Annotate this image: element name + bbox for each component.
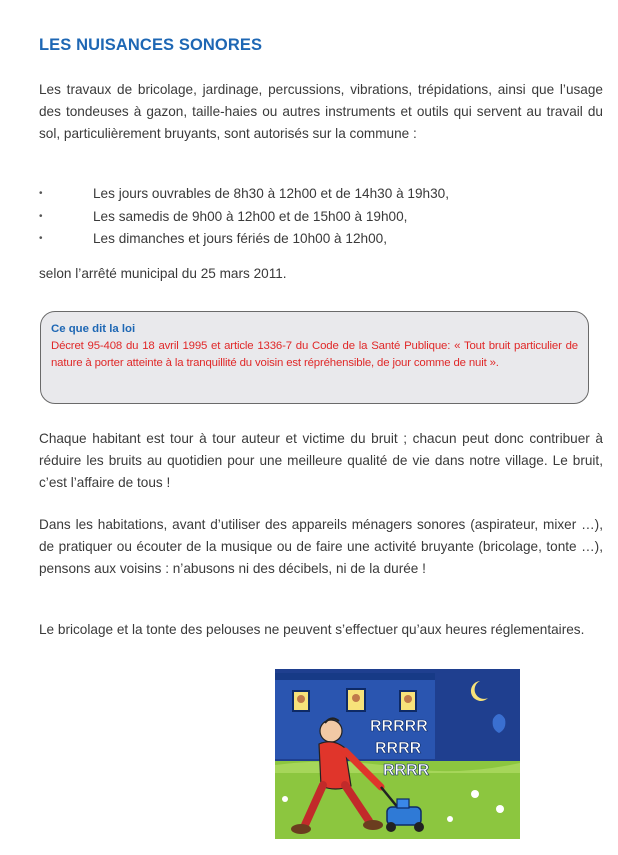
list-item xyxy=(39,183,599,206)
list-item xyxy=(39,206,599,229)
schedule-list xyxy=(39,183,599,251)
bullet-icon: • xyxy=(39,233,43,244)
arrete-paragraph: selon l’arrêté municipal du 25 mars 2011. xyxy=(39,266,287,281)
law-callout-title: Ce que dit la loi xyxy=(51,323,136,335)
page-title: LES NUISANCES SONORES xyxy=(39,36,263,54)
noise-text: RRRRR xyxy=(370,718,428,735)
bullet-icon: • xyxy=(39,188,43,199)
bullet-icon: • xyxy=(39,210,43,222)
lawnmower-cartoon-image xyxy=(275,669,520,839)
intro-paragraph: Les travaux de bricolage, jardinage, percussions, vibrations, trépidations, ainsi que l’usage des tondeuses à gazon, taille-haies ou autres instruments et outils qui servent au travail du sol, particulièrement bruyants, sont autorisés sur la commune : xyxy=(39,82,603,141)
schedule-saturdays: Les samedis de 9h00 à 12h00 et de 15h00 à 19h00, xyxy=(93,208,408,224)
noise-text: RRRR xyxy=(383,762,430,779)
schedule-weekdays: Les jours ouvrables de 8h30 à 12h00 et de 14h30 à 19h30, xyxy=(93,186,449,201)
law-callout-box xyxy=(40,311,589,404)
chaque-habitant-paragraph: Chaque habitant est tour à tour auteur et victime du bruit ; chacun peut donc contribuer à réduire les bruits au quotidien pour une meilleure qualité de vie dans notre village. Le bruit, c’est l’affaire de tous ! xyxy=(39,431,603,490)
noise-text: RRRR xyxy=(375,740,422,757)
law-callout-text: Décret 95-408 du 18 avril 1995 et article 1336-7 du Code de la Santé Publique: « Tout bruit particulier de nature à porter atteinte à la tranquillité du voisin est répréhensible, de jour comme de nuit ». xyxy=(51,340,578,369)
list-item xyxy=(39,228,599,251)
schedule-sundays: Les dimanches et jours fériés de 10h00 à 12h00, xyxy=(93,231,387,246)
bricolage-paragraph: Le bricolage et la tonte des pelouses ne peuvent s’effectuer qu’aux heures réglementaires. xyxy=(39,622,585,637)
habitations-paragraph: Dans les habitations, avant d’utiliser des appareils ménagers sonores (aspirateur, mixer …), de pratiquer ou écouter de la musique ou de faire une activité bruyante (bricolage, tonte …), pensons aux voisins : n’abusons ni des décibels, ni de la durée ! xyxy=(39,517,603,576)
